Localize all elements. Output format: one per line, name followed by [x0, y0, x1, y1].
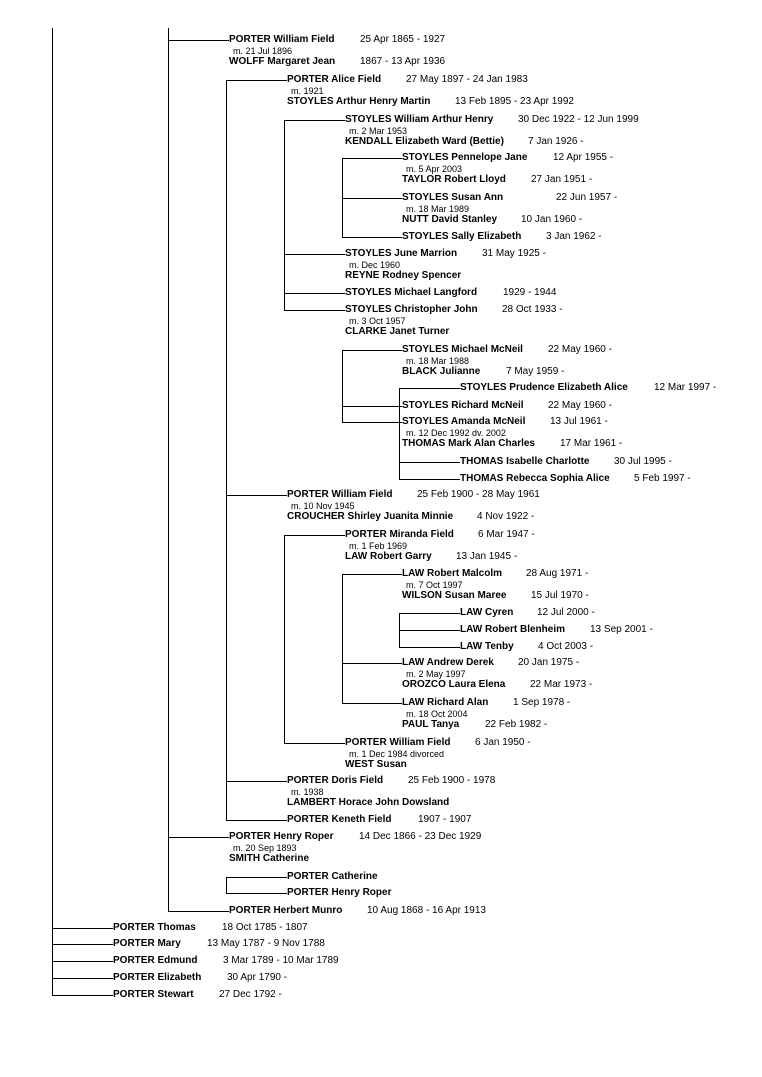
- person-name: LAW Robert Malcolm: [402, 568, 503, 579]
- person-dates: 13 Sep 2001 -: [590, 624, 653, 635]
- person-name: STOYLES William Arthur Henry: [345, 114, 494, 125]
- person-name: PORTER William Field: [229, 34, 335, 45]
- person-name: THOMAS Rebecca Sophia Alice: [460, 473, 610, 484]
- person-dates: 4 Oct 2003 -: [538, 641, 594, 652]
- person-name: PORTER Catherine: [287, 871, 378, 882]
- spouse-name: BLACK Julianne: [402, 366, 481, 377]
- person-name: LAW Robert Blenheim: [460, 624, 566, 635]
- spouse-name: NUTT David Stanley: [402, 214, 498, 225]
- spouse-dates: 17 Mar 1961 -: [560, 438, 623, 449]
- person-dates: 25 Feb 1900 - 28 May 1961: [417, 489, 540, 500]
- person-dates: 5 Feb 1997 -: [634, 473, 691, 484]
- spouse-name: LAMBERT Horace John Dowsland: [287, 797, 450, 808]
- person-name: STOYLES Michael Langford: [345, 287, 478, 298]
- spouse-dates: 4 Nov 1922 -: [477, 511, 535, 522]
- marriage-info: m. 18 Oct 2004: [406, 709, 468, 719]
- person-dates: 12 Apr 1955 -: [553, 152, 614, 163]
- person-dates: 27 Dec 1792 -: [219, 989, 282, 1000]
- person-dates: 13 May 1787 - 9 Nov 1788: [207, 938, 325, 949]
- person-name: STOYLES Prudence Elizabeth Alice: [460, 382, 628, 393]
- person-name: STOYLES Sally Elizabeth: [402, 231, 522, 242]
- spouse-dates: 7 May 1959 -: [506, 366, 565, 377]
- person-name: PORTER Henry Roper: [287, 887, 392, 898]
- marriage-info: m. 7 Oct 1997: [406, 580, 463, 590]
- person-name: STOYLES Michael McNeil: [402, 344, 523, 355]
- person-name: STOYLES Christopher John: [345, 304, 478, 315]
- person-dates: 30 Jul 1995 -: [614, 456, 672, 467]
- spouse-name: WEST Susan: [345, 759, 407, 770]
- spouse-name: THOMAS Mark Alan Charles: [402, 438, 535, 449]
- spouse-name: TAYLOR Robert Lloyd: [402, 174, 506, 185]
- person-dates: 3 Jan 1962 -: [546, 231, 602, 242]
- spouse-dates: 13 Jan 1945 -: [456, 551, 518, 562]
- spouse-name: SMITH Catherine: [229, 853, 310, 864]
- spouse-name: OROZCO Laura Elena: [402, 679, 506, 690]
- person-dates: 25 Feb 1900 - 1978: [408, 775, 496, 786]
- person-dates: 6 Mar 1947 -: [478, 529, 535, 540]
- person-name: STOYLES June Marrion: [345, 248, 458, 259]
- person-name: PORTER Herbert Munro: [229, 905, 343, 916]
- person-dates: 27 May 1897 - 24 Jan 1983: [406, 74, 528, 85]
- person-name: PORTER Alice Field: [287, 74, 382, 85]
- person-name: PORTER Doris Field: [287, 775, 384, 786]
- person-name: PORTER Henry Roper: [229, 831, 334, 842]
- person-dates: 10 Aug 1868 - 16 Apr 1913: [367, 905, 486, 916]
- spouse-name: KENDALL Elizabeth Ward (Bettie): [345, 136, 504, 147]
- spouse-name: REYNE Rodney Spencer: [345, 270, 462, 281]
- marriage-info: m. 18 Mar 1989: [406, 204, 470, 214]
- person-name: PORTER Edmund: [113, 955, 198, 966]
- person-name: LAW Tenby: [460, 641, 514, 652]
- person-name: LAW Richard Alan: [402, 697, 489, 708]
- person-dates: 25 Apr 1865 - 1927: [360, 34, 446, 45]
- marriage-info: m. 20 Sep 1893: [233, 843, 297, 853]
- person-name: STOYLES Susan Ann: [402, 192, 504, 203]
- spouse-dates: 10 Jan 1960 -: [521, 214, 583, 225]
- person-dates: 28 Aug 1971 -: [526, 568, 589, 579]
- person-dates: 31 May 1925 -: [482, 248, 546, 259]
- spouse-name: WOLFF Margaret Jean: [229, 56, 336, 67]
- person-dates: 1907 - 1907: [418, 814, 472, 825]
- marriage-info: m. 21 Jul 1896: [233, 46, 293, 56]
- person-dates: 6 Jan 1950 -: [475, 737, 531, 748]
- spouse-dates: 15 Jul 1970 -: [531, 590, 589, 601]
- marriage-info: m. 2 May 1997: [406, 669, 466, 679]
- person-dates: 18 Oct 1785 - 1807: [222, 922, 308, 933]
- marriage-info: m. 12 Dec 1992 dv. 2002: [406, 428, 506, 438]
- person-dates: 30 Dec 1922 - 12 Jun 1999: [518, 114, 639, 125]
- marriage-info: m. 1 Dec 1984 divorced: [349, 749, 445, 759]
- spouse-dates: 7 Jan 1926 -: [528, 136, 584, 147]
- person-dates: 1 Sep 1978 -: [513, 697, 571, 708]
- person-dates: 14 Dec 1866 - 23 Dec 1929: [359, 831, 482, 842]
- person-name: PORTER Thomas: [113, 922, 196, 933]
- person-dates: 28 Oct 1933 -: [502, 304, 563, 315]
- marriage-info: m. 1921: [291, 86, 324, 96]
- spouse-dates: 22 Feb 1982 -: [485, 719, 548, 730]
- marriage-info: m. 3 Oct 1957: [349, 316, 406, 326]
- person-name: PORTER William Field: [345, 737, 451, 748]
- person-name: PORTER Keneth Field: [287, 814, 392, 825]
- marriage-info: m. 5 Apr 2003: [406, 164, 463, 174]
- spouse-name: CLARKE Janet Turner: [345, 326, 450, 337]
- person-name: THOMAS Isabelle Charlotte: [460, 456, 590, 467]
- person-dates: 3 Mar 1789 - 10 Mar 1789: [223, 955, 339, 966]
- person-name: LAW Andrew Derek: [402, 657, 494, 668]
- person-dates: 22 May 1960 -: [548, 400, 612, 411]
- person-name: PORTER Elizabeth: [113, 972, 202, 983]
- spouse-name: PAUL Tanya: [402, 719, 460, 730]
- spouse-name: LAW Robert Garry: [345, 551, 432, 562]
- person-dates: 22 May 1960 -: [548, 344, 612, 355]
- person-name: STOYLES Pennelope Jane: [402, 152, 528, 163]
- marriage-info: m. 2 Mar 1953: [349, 126, 408, 136]
- person-dates: 22 Jun 1957 -: [556, 192, 618, 203]
- spouse-dates: 13 Feb 1895 - 23 Apr 1992: [455, 96, 574, 107]
- marriage-info: m. 1938: [291, 787, 324, 797]
- spouse-name: WILSON Susan Maree: [402, 590, 507, 601]
- spouse-dates: 22 Mar 1973 -: [530, 679, 593, 690]
- person-dates: 13 Jul 1961 -: [550, 416, 608, 427]
- person-name: LAW Cyren: [460, 607, 514, 618]
- person-name: PORTER Miranda Field: [345, 529, 454, 540]
- person-name: PORTER Stewart: [113, 989, 194, 1000]
- person-dates: 1929 - 1944: [503, 287, 557, 298]
- marriage-info: m. 1 Feb 1969: [349, 541, 408, 551]
- marriage-info: m. Dec 1960: [349, 260, 401, 270]
- person-dates: 20 Jan 1975 -: [518, 657, 580, 668]
- marriage-info: m. 10 Nov 1945: [291, 501, 355, 511]
- person-name: PORTER Mary: [113, 938, 181, 949]
- person-dates: 30 Apr 1790 -: [227, 972, 288, 983]
- person-name: PORTER William Field: [287, 489, 393, 500]
- person-dates: 12 Mar 1997 -: [654, 382, 717, 393]
- spouse-name: STOYLES Arthur Henry Martin: [287, 96, 431, 107]
- spouse-dates: 27 Jan 1951 -: [531, 174, 593, 185]
- spouse-name: CROUCHER Shirley Juanita Minnie: [287, 511, 454, 522]
- person-name: STOYLES Richard McNeil: [402, 400, 524, 411]
- person-dates: 12 Jul 2000 -: [537, 607, 595, 618]
- marriage-info: m. 18 Mar 1988: [406, 356, 470, 366]
- person-name: STOYLES Amanda McNeil: [402, 416, 526, 427]
- spouse-dates: 1867 - 13 Apr 1936: [360, 56, 446, 67]
